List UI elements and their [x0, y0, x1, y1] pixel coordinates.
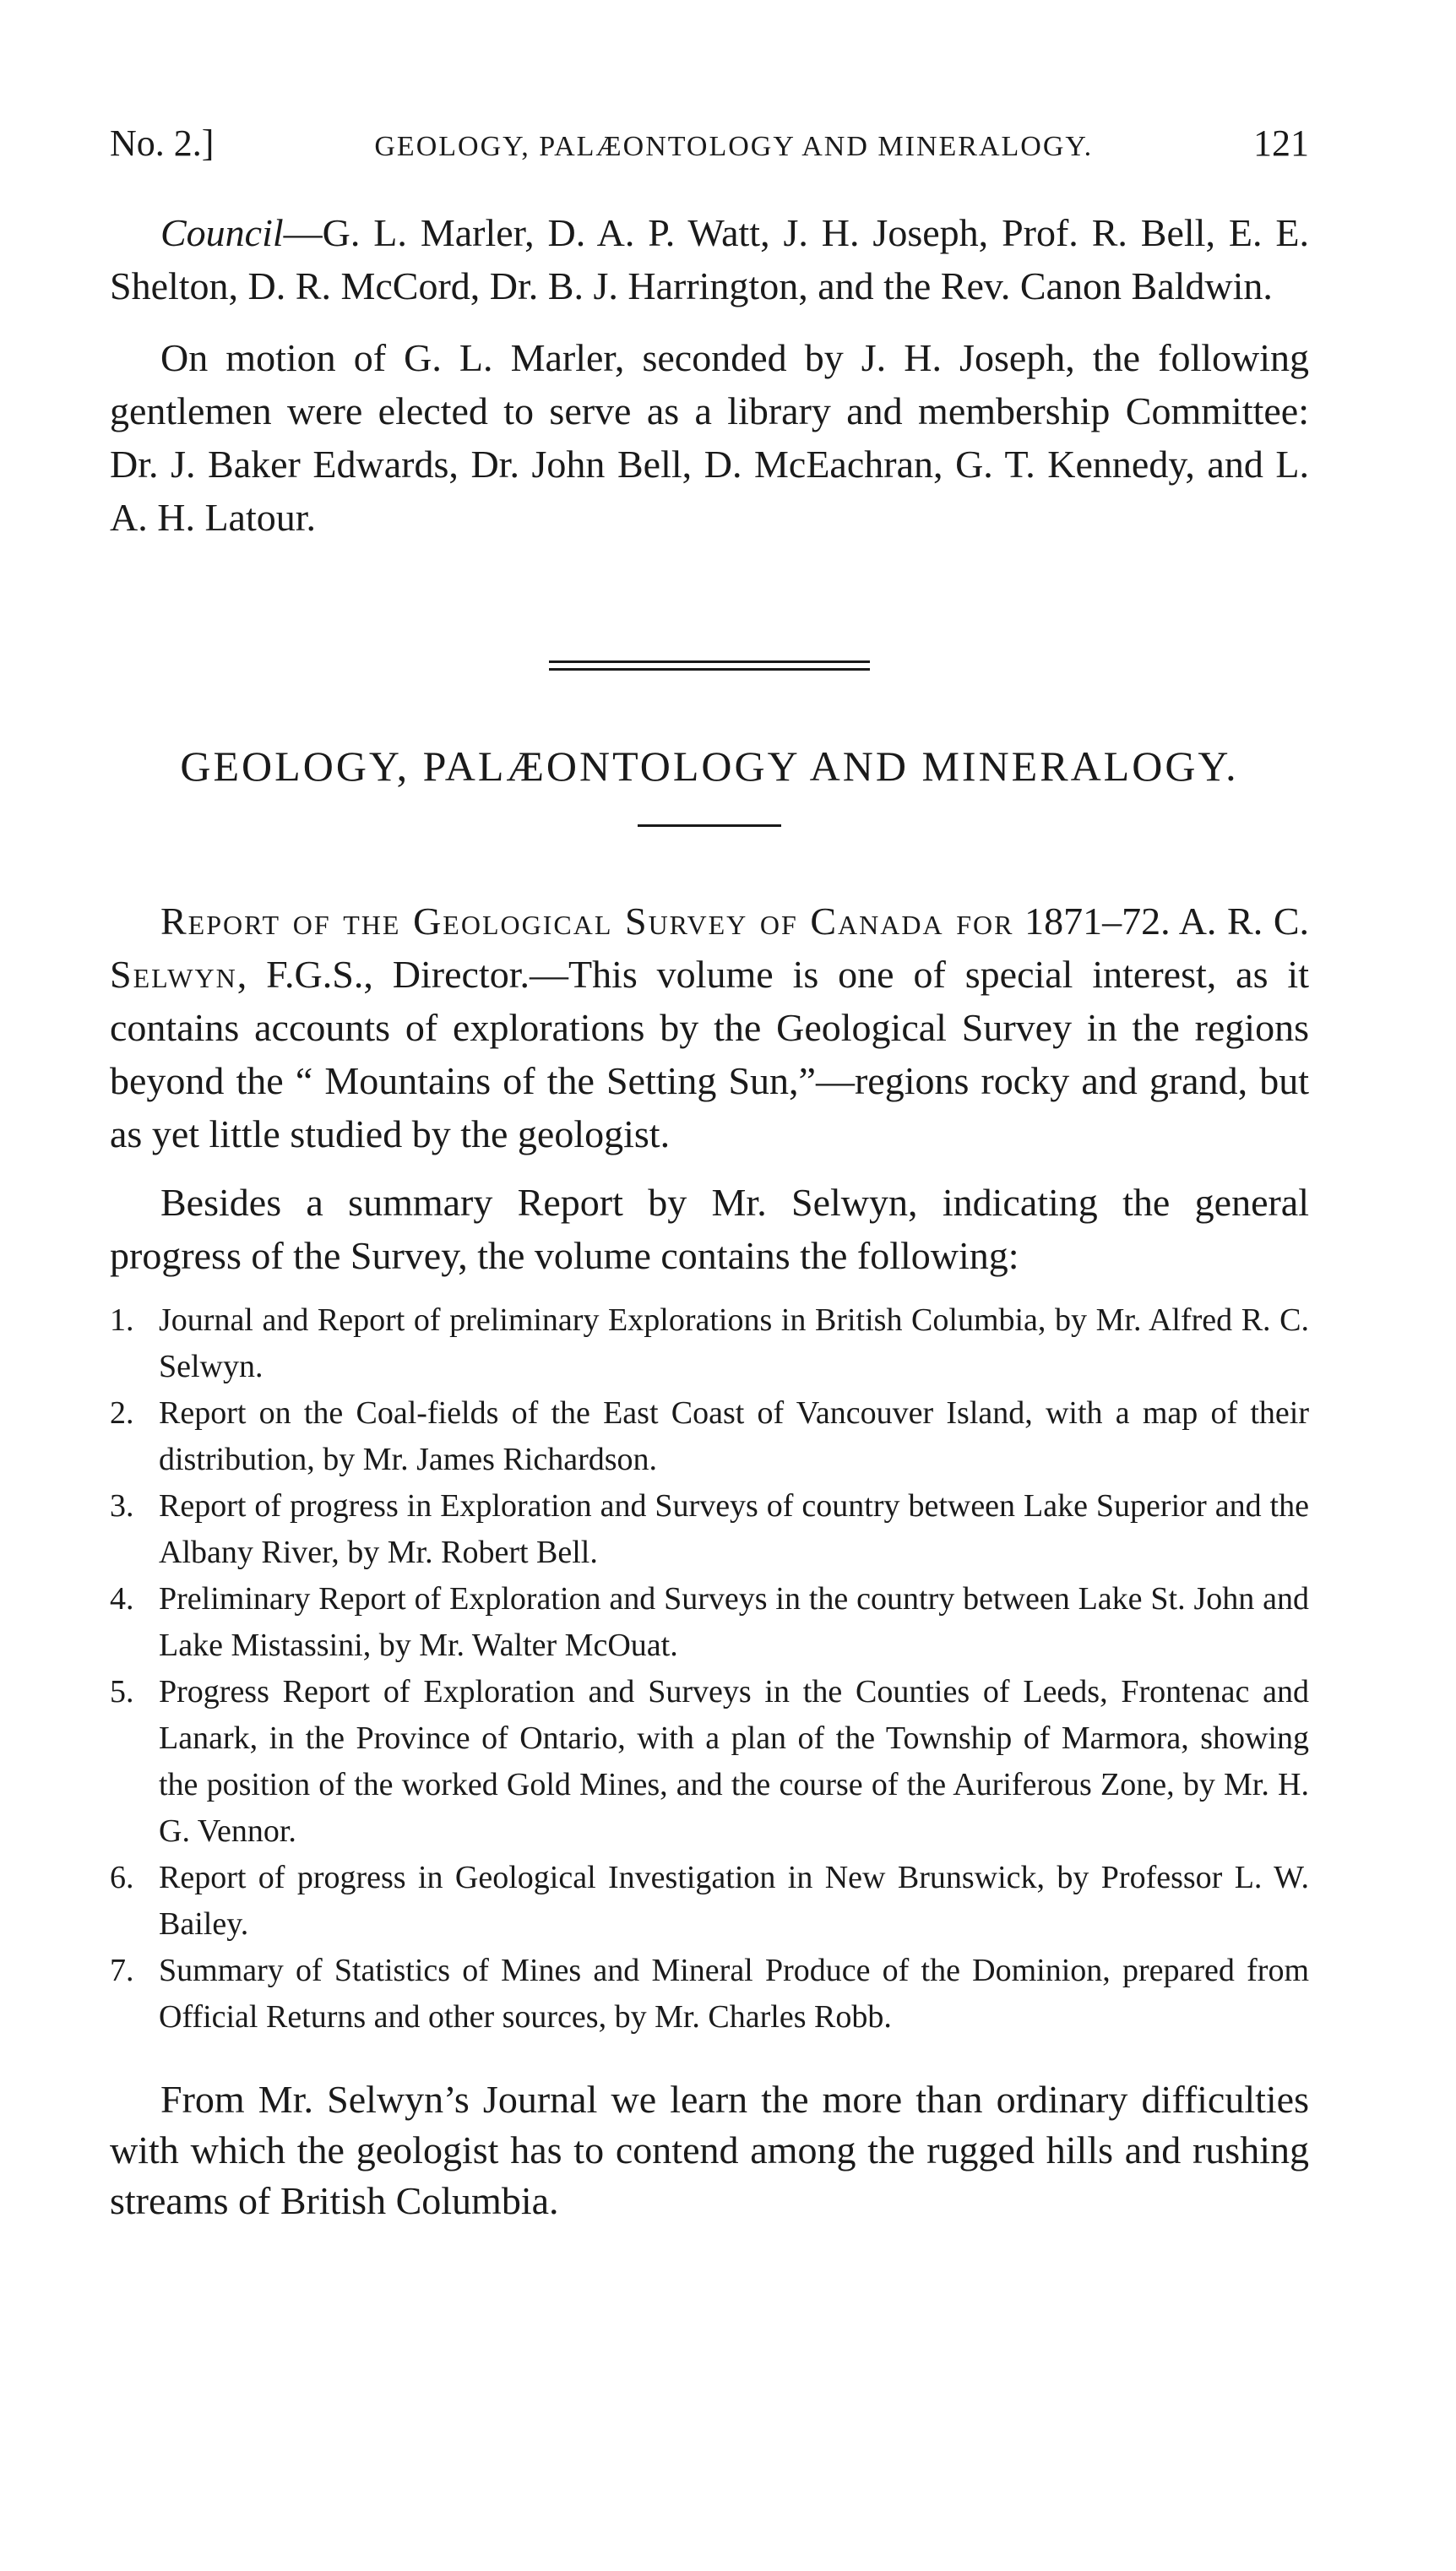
director-name: Selwyn [110, 953, 237, 996]
director-credentials: , F.G.S., Director. [236, 953, 530, 996]
list-item-text: Report of progress in Exploration and Surveys of country between Lake Superior and the Albany River, by Mr. Robert Bell. [159, 1488, 1309, 1570]
besides-paragraph: Besides a summary Report by Mr. Selwyn, indicating the general progress of the Survey, the volume contains the following: [110, 1181, 1309, 1277]
list-item-text: Summary of Statistics of Mines and Mineral Produce of the Dominion, prepared from Official Returns and other sources, by Mr. Charles Robb. [159, 1953, 1309, 2035]
list-item-text: Progress Report of Exploration and Surveys in the Counties of Leeds, Frontenac and Lanark, in the Province of Ontario, with a plan of the Township of Marmora, showing the position of the worked Gold Mines, and the course of the Auriferous Zone, by Mr. H. G. Vennor. [159, 1674, 1309, 1849]
running-header [110, 118, 1309, 172]
list-item [110, 1576, 1309, 1669]
list-item-number: 5. [110, 1674, 134, 1709]
list-item-number: 4. [110, 1581, 134, 1617]
issue-number: No. 2.] [110, 122, 215, 164]
list-item-number: 3. [110, 1488, 134, 1524]
council-label: Council [160, 211, 284, 254]
list-item-number: 1. [110, 1302, 134, 1338]
list-item [110, 1390, 1309, 1483]
list-item [110, 1948, 1309, 2041]
page [110, 118, 1309, 2226]
list-item-text: Report of progress in Geological Investigation in New Brunswick, by Professor L. W. Bailey. [159, 1860, 1309, 1942]
report-title: Report of the Geological Survey of Canada for [160, 900, 1014, 943]
report-contents-list [110, 1297, 1309, 2041]
report-year: 1871–72. [1024, 900, 1171, 943]
list-item-text: Report on the Coal-fields of the East Coast of Vancouver Island, with a map of their distribution, by Mr. James Richardson. [159, 1395, 1309, 1477]
closing-paragraph: From Mr. Selwyn’s Journal we learn the more than ordinary difficulties with which the geologist has to contend among the rugged hills and rushing streams of British Columbia. [110, 2078, 1309, 2222]
council-members: —G. L. Marler, D. A. P. Watt, J. H. Joseph, Prof. R. Bell, E. E. Shelton, D. R. McCord, Dr. B. J. Harrington, and the Rev. Canon Baldwin. [110, 211, 1309, 307]
report-paragraph [110, 894, 1309, 1160]
short-rule-divider [638, 824, 781, 827]
list-item [110, 1855, 1309, 1948]
list-item [110, 1483, 1309, 1576]
list-item [110, 1669, 1309, 1855]
page-number: 121 [1253, 122, 1309, 164]
running-title: GEOLOGY, PALÆONTOLOGY AND MINERALOGY. [374, 131, 1094, 162]
list-item-text: Journal and Report of preliminary Explorations in British Columbia, by Mr. Alfred R. C. Selwyn. [159, 1302, 1309, 1384]
list-item-number: 6. [110, 1860, 134, 1895]
list-item-number: 2. [110, 1395, 134, 1431]
list-item-text: Preliminary Report of Exploration and Surveys in the country between Lake St. John and Lake Mistassini, by Mr. Walter McOuat. [159, 1581, 1309, 1663]
double-rule-divider [549, 660, 870, 671]
list-item [110, 1297, 1309, 1390]
section-heading: GEOLOGY, PALÆONTOLOGY AND MINERALOGY. [180, 742, 1239, 790]
director-initials: A. R. C. [1178, 900, 1310, 943]
list-item-number: 7. [110, 1953, 134, 1988]
report-description: —This volume is one of special interest, as it contains accounts of explorations by the Geological Survey in the regions beyond the “ Mountains of the Setting Sun,”—regions rocky and grand, but as yet little studied by the geologist. [110, 953, 1309, 1155]
council-paragraph [110, 206, 1309, 313]
motion-paragraph: On motion of G. L. Marler, seconded by J. H. Joseph, the following gentlemen were elected to serve as a library and membership Committee: Dr. J. Baker Edwards, Dr. John Bell, D. McEachran, G. T. Kennedy, and L. A. H. Latour. [110, 336, 1309, 539]
